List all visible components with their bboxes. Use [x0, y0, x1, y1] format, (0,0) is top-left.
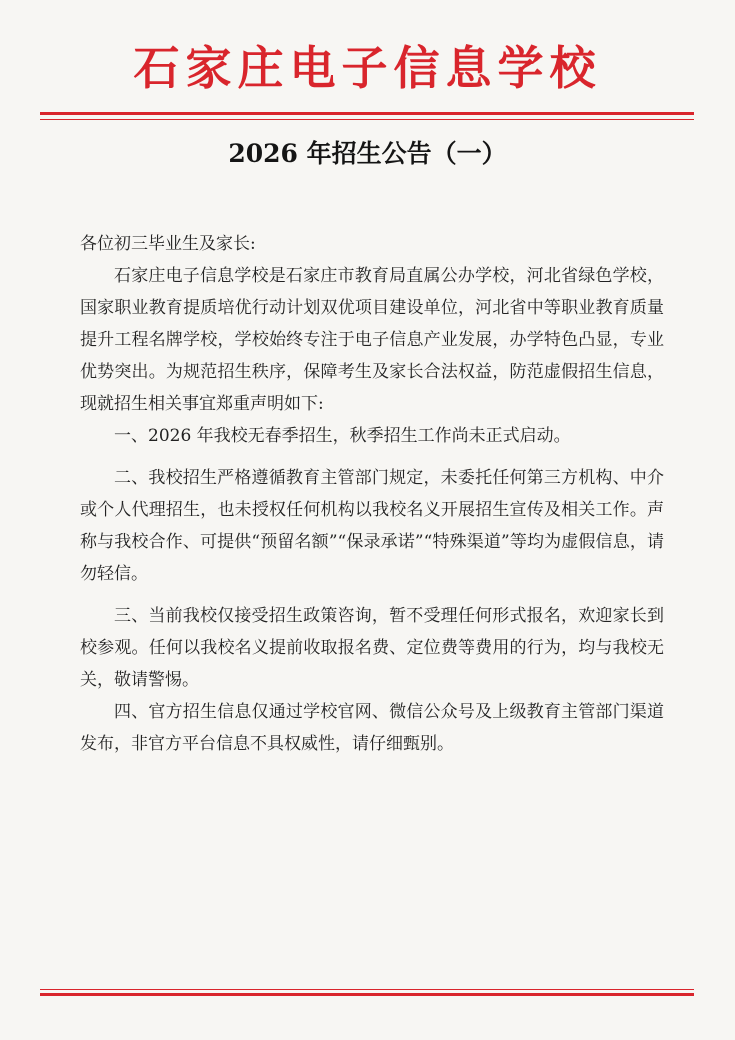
greeting: 各位初三毕业生及家长: [80, 234, 256, 254]
paragraph-item-3: 三、当前我校仅接受招生政策咨询，暂不受理任何形式报名，欢迎家长到校参观。任何以我校名义提前收取报名费、定位费等费用的行为，均与我校无关，敬请警惕。 [80, 606, 664, 690]
paragraph-item-1: 一、2026 年我校无春季招生，秋季招生工作尚未正式启动。 [114, 426, 571, 446]
footer-rule-thick [40, 993, 694, 996]
letterhead-top-rule-thin [40, 119, 694, 120]
letterhead-top-rule-thick [40, 112, 694, 115]
paragraph-item-4: 四、官方招生信息仅通过学校官网、微信公众号及上级教育主管部门渠道发布，非官方平台信息不具权威性，请仔细甄别。 [80, 702, 664, 754]
document-title: 2026 年招生公告（一） [228, 139, 507, 168]
footer-rule-thin [40, 989, 694, 990]
document-body [80, 228, 664, 760]
paragraph-item-2: 二、我校招生严格遵循教育主管部门规定，未委托任何第三方机构、中介或个人代理招生，也未授权任何机构以我校名义开展招生宣传及相关工作。声称与我校合作、可提供“预留名额”“保录承诺”“特殊渠道”等均为虚假信息，请勿轻信。 [80, 468, 664, 584]
letterhead-school-name: 石家庄电子信息学校 [133, 41, 602, 95]
paragraph-intro: 石家庄电子信息学校是石家庄市教育局直属公办学校，河北省绿色学校，国家职业教育提质培优行动计划双优项目建设单位，河北省中等职业教育质量提升工程名牌学校，学校始终专注于电子信息产业发展，办学特色凸显，专业优势突出。为规范招生秩序，保障考生及家长合法权益，防范虚假招生信息，现就招生相关事宜郑重声明如下: [80, 266, 664, 414]
